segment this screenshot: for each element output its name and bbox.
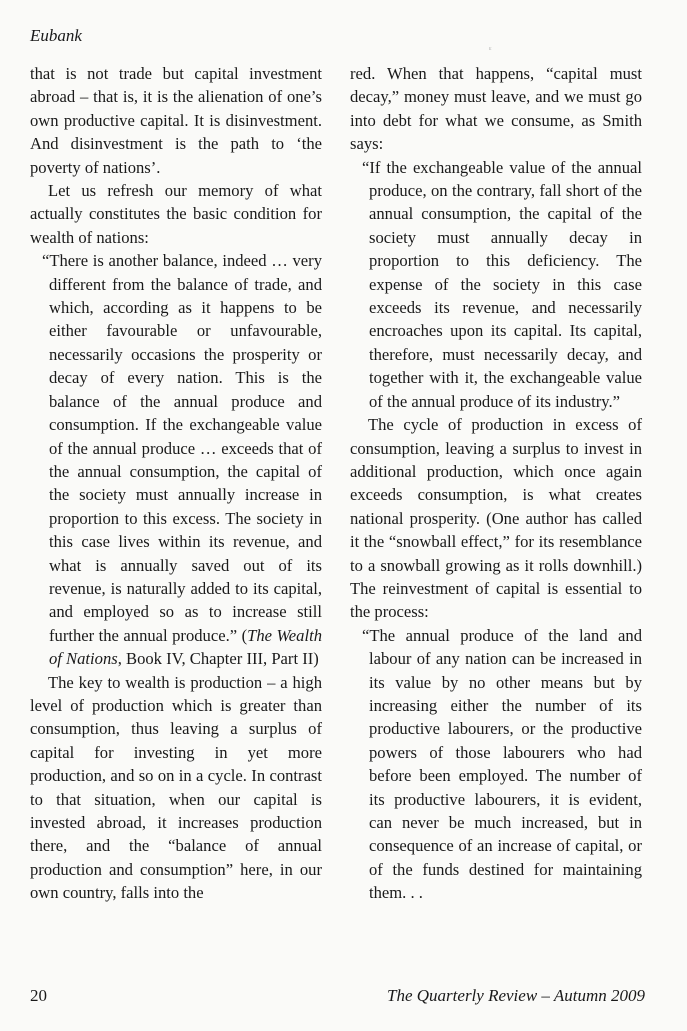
- paragraph: The cycle of production in excess of consumption, leaving a surplus to invest in additional production, which once again exceeds consumption, is what creates national prosperity. (One author has called it the “snowball effect,” for its resemblance to a snowball growing as it rolls downhill.) The reinvestment of capital is essential to the process:: [350, 415, 642, 622]
- paragraph: that is not trade but capital investment abroad – that is, it is the alienation of one’s own productive capital. It is disinvestment. And disinvestment is the path to ‘the poverty of nations’.: [30, 64, 322, 177]
- scan-speck: ε: [489, 46, 492, 52]
- running-header-author: Eubank: [30, 26, 82, 45]
- citation-title: The Wealth of Nations: [49, 625, 322, 669]
- quote-text: [42, 249, 322, 670]
- block-quote: [350, 156, 642, 413]
- paragraph: red. When that happens, “capital must decay,” money must leave, and we must go into debt for what we consume, as Smith says:: [350, 64, 642, 154]
- journal-footer: The Quarterly Review – Autumn 2009: [387, 986, 645, 1005]
- left-column: [30, 62, 322, 905]
- quote-text: “The annual produce of the land and labour of any nation can be increased in its value by no other means but by increasing either the number of its productive labourers, or the productive powers of those labourers who had before been employed. The number of its productive labourers, it is evident, can never be much increased, but in consequence of an increase of capital, or of the funds destined for maintaining them. . .: [362, 625, 642, 903]
- right-column: [350, 62, 642, 905]
- quote-body: “There is another balance, indeed … very different from the balance of trade, and which, according as it happens to be either favourable or unfavourable, necessarily occasions the prosperity or decay of every nation. This is the balance of the annual produce and consumption. If the exchangeable value of the annual produce … exceeds that of the annual consumption, the capital of the society must annually increase in proportion to this excess. The society in this case lives within its revenue, and what is annually saved out of its revenue, is naturally added to its capital, and employed so as to increase still further the annual produce.” (: [42, 251, 322, 645]
- block-quote: [30, 249, 322, 670]
- paragraph: Let us refresh our memory of what actually constitutes the basic condition for wealth of nations:: [30, 181, 322, 247]
- citation-rest: , Book IV, Chapter III, Part II): [117, 649, 319, 669]
- block-quote: [350, 624, 642, 905]
- quote-text: “If the exchangeable value of the annual produce, on the contrary, fall short of the annual consumption, the capital of the society must annually decay in proportion to this deficiency. The expense of the society in this case exceeds its revenue, and necessarily encroaches upon its capital. Its capital, therefore, must necessarily decay, and together with it, the exchangeable value of the annual produce of its industry.”: [362, 157, 642, 411]
- paragraph: The key to wealth is production – a high level of production which is greater than consumption, thus leaving a surplus of capital for investing in yet more production, and so on in a cycle. In contrast to that situation, when our capital is invested abroad, it increases production there, and the “balance of annual production and consumption” here, in our own country, falls into the: [30, 672, 322, 903]
- page-number: 20: [30, 986, 47, 1005]
